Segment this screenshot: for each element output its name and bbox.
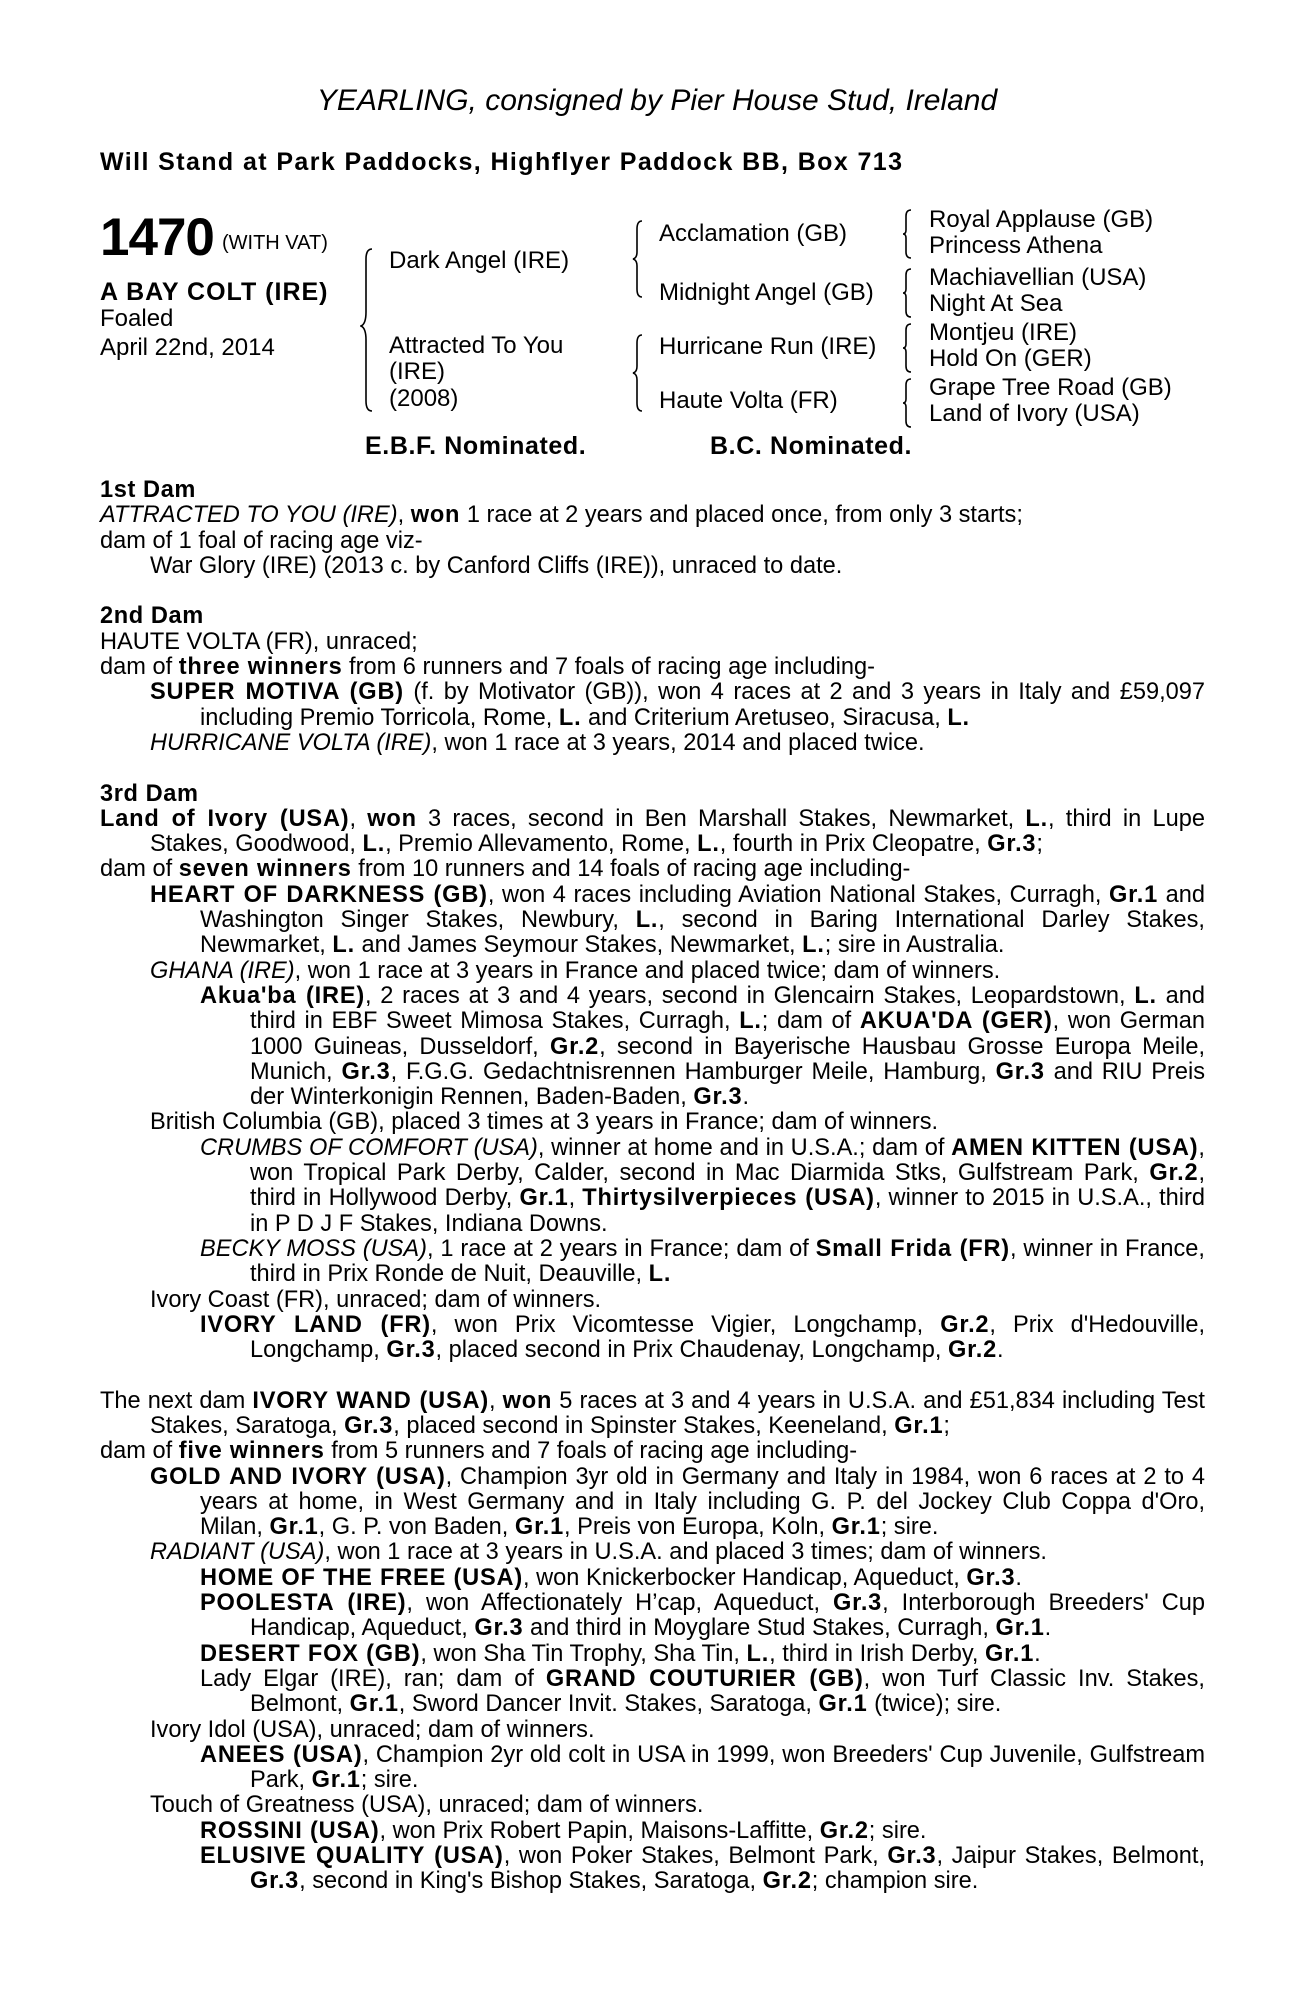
text-run: ; sire. — [880, 1514, 939, 1541]
dam3-produce-intro — [100, 857, 1205, 882]
bold-run: Gr.1 — [1108, 881, 1159, 908]
bold-run: Gr.3 — [693, 1084, 743, 1111]
text-run: , won Affectionately H’cap, Aqueduct, — [406, 1590, 833, 1617]
bold-run: Akua'ba (IRE) — [200, 982, 366, 1009]
bold-run: Gr.3 — [833, 1590, 883, 1617]
next-dam-produce-item — [100, 1540, 1205, 1565]
text-run: , 2 races at 3 and 4 years, second in Glencairn Stakes, Leopardstown, — [365, 982, 1135, 1009]
dam1-heading: 1st Dam — [100, 477, 196, 503]
next-dam-grandproduce-item — [100, 1591, 1205, 1642]
pedigree-brace-dam — [632, 332, 652, 414]
text-run: , won 4 races including Aviation National Stakes, Curragh, — [487, 881, 1109, 908]
text-run: , Champion 3yr old in Germany and Italy in 1984, won 6 races at 2 to 4 years at home, in West Germany and in Italy including G. P. del Jockey Club Coppa d'Oro, Milan, — [200, 1463, 1205, 1541]
pedigree-brace-ds — [902, 322, 920, 374]
text-run: , won German 1000 Guineas, Dusseldorf, — [250, 1008, 1205, 1060]
text-run: (f. by Motivator (GB)), won 4 races at 2 and 3 years in Italy and £59,097 including Premio Torricola, Rome, — [200, 679, 1205, 731]
pedigree-dam-sire: Hurricane Run (IRE) — [659, 333, 877, 360]
bold-run: seven winners — [178, 856, 352, 883]
pedigree-ss-sire: Royal Applause (GB) — [929, 206, 1154, 233]
next-dam-grandproduce-item — [100, 1819, 1205, 1844]
bold-run: Gr.3 — [250, 1868, 300, 1895]
catalogue-body — [100, 478, 1205, 1895]
bold-run: HOME OF THE FREE (USA) — [200, 1564, 524, 1591]
text-run: , Sword Dancer Invit. Stakes, Saratoga, — [398, 1691, 819, 1718]
text-run: , Interborough Breeders' Cup Handicap, Aqueduct, — [250, 1590, 1205, 1642]
next-dam-produce-intro — [100, 1439, 1205, 1464]
pedigree-brace-ss — [902, 208, 920, 260]
bold-run: won — [410, 502, 461, 529]
lot-title: A BAY COLT (IRE) — [100, 278, 329, 306]
text-run: 1 race at 2 years and placed once, from only 3 starts; — [460, 502, 1023, 529]
text-run: , Prix d'Hedouville, Longchamp, — [250, 1311, 1206, 1364]
bold-run: POOLESTA (IRE) — [200, 1590, 407, 1617]
bold-run: L. — [558, 704, 582, 731]
text-run: and third in EBF Sweet Mimosa Stakes, Curragh, — [250, 982, 1205, 1035]
text-run: ; sire in Australia. — [824, 932, 1005, 959]
stand-location: Will Stand at Park Paddocks, Highflyer Paddock BB, Box 713 — [100, 148, 904, 176]
text-run: , won Poker Stakes, Belmont Park, — [503, 1843, 888, 1870]
bold-run: L. — [332, 932, 355, 959]
text-run: , Champion 2yr old colt in USA in 1999, won Breeders' Cup Juvenile, Gulfstream Park, — [250, 1741, 1205, 1794]
bold-run: L. — [1025, 805, 1048, 832]
foaled-label: Foaled — [100, 305, 174, 332]
bold-run: Gr.2 — [819, 1817, 869, 1844]
text-run: , winner to 2015 in U.S.A., third in P D J F Stakes, Indiana Downs. — [250, 1185, 1205, 1237]
ebf-nominated: E.B.F. Nominated. — [365, 432, 587, 460]
text-run: , G. P. von Baden, — [318, 1514, 515, 1541]
text-run: . — [1034, 1640, 1041, 1667]
bold-run: Gr.1 — [894, 1412, 944, 1439]
text-run: , won 1 race at 3 years in France and placed twice; dam of winners. — [294, 957, 1001, 984]
pedigree-dam-line2: (IRE) — [389, 358, 445, 385]
text-run: Lady Elgar (IRE), ran; dam of — [200, 1665, 546, 1692]
bold-run: three winners — [178, 654, 343, 681]
text-run: ; dam of — [761, 1008, 860, 1035]
bold-run: Gr.3 — [887, 1843, 937, 1870]
pedigree-ds-dam: Hold On (GER) — [929, 345, 1092, 372]
text-run: , won Knickerbocker Handicap, Aqueduct, — [523, 1564, 967, 1591]
bold-run: L. — [635, 907, 659, 934]
bold-run: DESERT FOX (GB) — [200, 1640, 421, 1667]
bold-run: won — [367, 805, 417, 832]
bold-run: Gr.1 — [514, 1514, 565, 1541]
bold-run: Gr.1 — [349, 1691, 399, 1718]
text-run: . — [742, 1084, 749, 1111]
text-run: ; sire. — [360, 1767, 419, 1794]
bold-run: SUPER MOTIVA (GB) — [150, 679, 404, 706]
text-run: from 10 runners and 14 foals of racing age including- — [351, 856, 911, 883]
dam2-produce-item — [100, 680, 1205, 731]
next-dam-grandproduce-item — [100, 1667, 1205, 1718]
bold-run: AMEN KITTEN (USA) — [951, 1134, 1199, 1161]
italic-run: RADIANT (USA) — [150, 1539, 325, 1566]
dam3-produce-item: Ivory Coast (FR), unraced; dam of winners. — [150, 1286, 602, 1313]
bold-run: Gr.1 — [985, 1640, 1035, 1667]
text-run: and Washington Singer Stakes, Newbury, — [200, 881, 1205, 934]
bold-run: IVORY LAND (FR) — [200, 1311, 431, 1338]
next-dam-grandproduce-item — [100, 1566, 1205, 1591]
pedigree-sire-sire: Acclamation (GB) — [659, 220, 848, 247]
bold-run: Gr.3 — [966, 1564, 1016, 1591]
text-run: , won Turf Classic Inv. Stakes, Belmont, — [250, 1665, 1205, 1718]
pedigree-sire: Dark Angel (IRE) — [389, 247, 570, 274]
italic-run: HURRICANE VOLTA (IRE) — [150, 729, 432, 756]
bold-run: AKUA'DA (GER) — [859, 1008, 1053, 1035]
bold-run: L. — [746, 1640, 770, 1667]
text-run: . — [997, 1337, 1004, 1364]
text-run: ; — [1036, 831, 1043, 858]
text-run: and James Seymour Stakes, Newmarket, — [355, 932, 803, 959]
dam3-grandproduce-item — [100, 984, 1205, 1110]
bold-run: Gr.3 — [474, 1615, 524, 1642]
dam3-produce-item — [100, 883, 1205, 959]
pedigree-dd-dam: Land of Ivory (USA) — [929, 400, 1140, 427]
bold-run: Gr.1 — [269, 1514, 319, 1541]
pedigree-dam-line3: (2008) — [389, 385, 459, 412]
text-run: , won Sha Tin Trophy, Sha Tin, — [420, 1640, 747, 1667]
bold-run: Gr.3 — [995, 1058, 1045, 1085]
text-run: , — [568, 1185, 583, 1212]
text-run: . — [1015, 1564, 1022, 1591]
bold-run: Gr.1 — [311, 1767, 361, 1794]
text-run: , F.G.G. Gedachtnisrennen Hamburger Meile, Hamburg, — [390, 1058, 996, 1085]
text-run: , winner in France, third in Prix Ronde de Nuit, Deauville, — [250, 1235, 1205, 1288]
bold-run: L. — [947, 704, 970, 731]
bold-run: L. — [697, 831, 720, 858]
bold-run: Gr.3 — [341, 1058, 391, 1085]
pedigree-brace-sire — [632, 218, 652, 300]
bold-run: Gr.2 — [762, 1868, 812, 1895]
text-run: dam of — [100, 1438, 179, 1465]
dam2-summary: HAUTE VOLTA (FR), unraced; — [100, 628, 418, 655]
text-run: The next dam — [100, 1387, 253, 1414]
italic-run: CRUMBS OF COMFORT (USA) — [200, 1134, 538, 1161]
bold-run: GRAND COUTURIER (GB) — [545, 1665, 864, 1692]
dam3-produce-item: British Columbia (GB), placed 3 times at 3 years in France; dam of winners. — [150, 1109, 939, 1136]
text-run: , third in Lupe Stakes, Goodwood, — [150, 805, 1205, 858]
bold-run: five winners — [178, 1438, 325, 1465]
text-run: 5 races at 3 and 4 years in U.S.A. and £51,834 including Test Stakes, Saratoga, — [150, 1387, 1205, 1439]
bold-run: won — [502, 1387, 553, 1414]
bold-run: Gr.2 — [947, 1337, 998, 1364]
text-run: dam of — [100, 856, 179, 883]
pedigree-ss-dam: Princess Athena — [929, 232, 1103, 259]
foaled-date: April 22nd, 2014 — [100, 334, 275, 361]
bold-run: Gr.1 — [818, 1691, 868, 1718]
bold-run: L. — [1134, 982, 1157, 1009]
bold-run: Gr.2 — [549, 1033, 600, 1060]
italic-run: ATTRACTED TO YOU (IRE) — [100, 502, 398, 529]
bc-nominated: B.C. Nominated. — [710, 432, 913, 460]
text-run: , third in Irish Derby, — [769, 1640, 986, 1667]
pedigree-dd-sire: Grape Tree Road (GB) — [929, 374, 1172, 401]
bold-run: L. — [739, 1008, 762, 1035]
text-run: , — [397, 502, 411, 529]
text-run: , — [349, 805, 368, 832]
pedigree-ds-sire: Montjeu (IRE) — [929, 319, 1078, 346]
bold-run: Gr.3 — [386, 1337, 436, 1364]
text-run: ; champion sire. — [811, 1868, 979, 1895]
dam3-grandproduce-item — [100, 1237, 1205, 1288]
next-dam-grandproduce-item — [100, 1844, 1205, 1895]
text-run: from 5 runners and 7 foals of racing age including- — [324, 1438, 858, 1465]
text-run: , Jaipur Stakes, Belmont, — [936, 1843, 1206, 1870]
bold-run: L. — [648, 1261, 672, 1288]
bold-run: Gr.3 — [344, 1412, 394, 1439]
text-run: from 6 runners and 7 foals of racing age including- — [342, 654, 875, 681]
bold-run: Gr.1 — [831, 1514, 881, 1541]
pedigree-sd-dam: Night At Sea — [929, 290, 1063, 317]
text-run: , second in King's Bishop Stakes, Saratoga, — [299, 1868, 763, 1895]
text-run: and RIU Preis der Winterkonigin Rennen, Baden-Baden, — [250, 1058, 1205, 1111]
lot-number: 1470 — [100, 208, 214, 267]
text-run: and third in Moyglare Stud Stakes, Curragh, — [523, 1615, 996, 1642]
next-dam-summary — [100, 1389, 1205, 1440]
bold-run: Gr.1 — [995, 1615, 1045, 1642]
text-run: , won Prix Vicomtesse Vigier, Longchamp, — [430, 1311, 941, 1338]
dam2-produce-intro — [100, 655, 1205, 680]
dam1-produce-intro: dam of 1 foal of racing age viz- — [100, 527, 423, 554]
text-run: , placed second in Spinster Stakes, Keeneland, — [393, 1412, 895, 1439]
bold-run: Gr.1 — [519, 1185, 569, 1212]
dam1-produce-item: War Glory (IRE) (2013 c. by Canford Cliffs (IRE)), unraced to date. — [150, 552, 843, 579]
bold-run: ELUSIVE QUALITY (USA) — [200, 1843, 504, 1870]
next-dam-grandproduce-item — [100, 1743, 1205, 1794]
text-run: , won Tropical Park Derby, Calder, second in Mac Diarmida Stks, Gulfstream Park, — [250, 1134, 1205, 1187]
text-run: and Criterium Aretuseo, Siracusa, — [581, 704, 948, 731]
consignment-line: YEARLING, consigned by Pier House Stud, Ireland — [316, 84, 998, 117]
text-run: , won 1 race at 3 years in U.S.A. and placed 3 times; dam of winners. — [324, 1539, 1047, 1566]
text-run: , third in Hollywood Derby, — [250, 1160, 1205, 1212]
text-run: , won Prix Robert Papin, Maisons-Laffitte, — [379, 1817, 820, 1844]
bold-run: GOLD AND IVORY (USA) — [150, 1463, 446, 1490]
text-run: (twice); sire. — [867, 1691, 1002, 1718]
pedigree-brace-sd — [902, 267, 920, 319]
bold-run: ROSSINI (USA) — [200, 1817, 380, 1844]
text-run: ; sire. — [868, 1817, 927, 1844]
text-run: ; — [943, 1412, 950, 1439]
text-run: , second in Bayerische Hausbau Grosse Europa Meile, Munich, — [250, 1033, 1205, 1085]
text-run: 3 races, second in Ben Marshall Stakes, Newmarket, — [416, 805, 1026, 832]
dam1-summary — [100, 503, 1205, 528]
dam3-grandproduce-item — [100, 1313, 1205, 1364]
text-run: , 1 race at 2 years in France; dam of — [427, 1235, 816, 1262]
italic-run: BECKY MOSS (USA) — [200, 1235, 427, 1262]
bold-run: Small Frida (FR) — [815, 1235, 1010, 1262]
text-run: , second in Baring International Darley Stakes, Newmarket, — [200, 907, 1205, 959]
text-run: , placed second in Prix Chaudenay, Longchamp, — [435, 1337, 948, 1364]
pedigree-sire-dam: Midnight Angel (GB) — [659, 279, 874, 306]
next-dam-produce-item: Touch of Greatness (USA), unraced; dam of winners. — [150, 1792, 704, 1819]
pedigree-dam-dam: Haute Volta (FR) — [659, 387, 838, 414]
pedigree-sd-sire: Machiavellian (USA) — [929, 264, 1147, 291]
bold-run: Gr.2 — [1149, 1160, 1199, 1187]
dam2-heading: 2nd Dam — [100, 603, 204, 630]
dam3-grandproduce-item — [100, 1136, 1205, 1237]
text-run: , Premio Allevamento, Rome, — [385, 831, 698, 858]
next-dam-grandproduce-item — [100, 1642, 1205, 1667]
bold-run: IVORY WAND (USA) — [252, 1387, 489, 1414]
text-run: , winner at home and in U.S.A.; dam of — [537, 1134, 952, 1161]
text-run: dam of — [100, 654, 179, 681]
dam3-heading: 3rd Dam — [100, 780, 199, 807]
pedigree-brace-dd — [902, 377, 920, 429]
next-dam-produce-item: Ivory Idol (USA), unraced; dam of winners. — [150, 1716, 595, 1743]
bold-run: HEART OF DARKNESS (GB) — [150, 881, 488, 908]
pedigree-brace-main — [360, 245, 390, 415]
bold-run: Land of Ivory (USA) — [100, 805, 350, 832]
bold-run: L. — [362, 831, 386, 858]
pedigree-dam-line1: Attracted To You — [389, 332, 564, 359]
dam3-summary — [100, 807, 1205, 858]
next-dam-produce-item — [100, 1465, 1205, 1541]
text-run: , — [489, 1387, 503, 1414]
bold-run: Gr.3 — [987, 831, 1037, 858]
text-run: , Preis von Europa, Koln, — [564, 1514, 832, 1541]
dam3-produce-item — [100, 959, 1205, 984]
bold-run: Thirtysilverpieces (USA) — [582, 1185, 875, 1212]
text-run: . — [1044, 1615, 1052, 1642]
vat-note: (WITH VAT) — [222, 232, 328, 254]
bold-run: L. — [802, 932, 825, 959]
dam2-produce-item — [100, 731, 1205, 756]
text-run: , fourth in Prix Cleopatre, — [719, 831, 988, 858]
bold-run: Gr.2 — [940, 1311, 990, 1338]
bold-run: ANEES (USA) — [200, 1741, 363, 1768]
italic-run: GHANA (IRE) — [150, 957, 295, 984]
text-run: , won 1 race at 3 years, 2014 and placed twice. — [431, 729, 925, 756]
